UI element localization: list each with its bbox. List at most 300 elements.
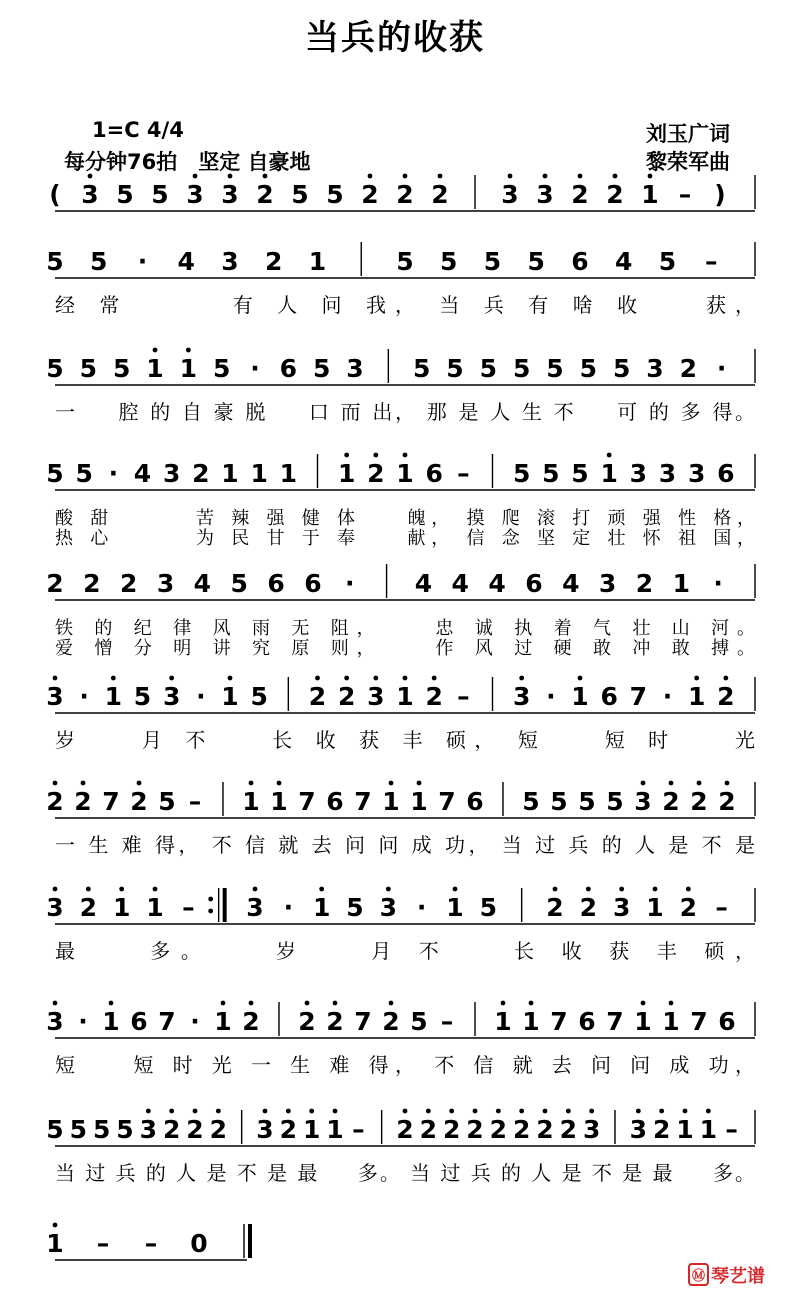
note: 1: [221, 459, 239, 488]
note: –: [725, 1115, 738, 1144]
note: 2: [512, 1115, 531, 1144]
octave-dot: [111, 676, 116, 681]
note: 6: [130, 1007, 148, 1036]
octave-dot: [228, 676, 233, 681]
note: 2: [265, 247, 283, 276]
note: 6: [571, 247, 589, 276]
note: 5: [446, 354, 464, 383]
note: 5: [440, 247, 458, 276]
note: 3: [156, 569, 175, 598]
score-title: 当兵的收获: [305, 18, 485, 58]
octave-dot: [253, 887, 258, 892]
note: 2: [186, 1115, 204, 1144]
octave-dot: [619, 887, 624, 892]
note: 5: [512, 459, 531, 488]
octave-dot: [53, 1223, 58, 1228]
octave-dot: [263, 174, 268, 179]
note: 3: [536, 180, 554, 209]
note: 3: [501, 180, 519, 209]
note: 1: [242, 787, 260, 816]
note: 2: [419, 1115, 438, 1144]
key-time-signature: 1=C 4/4: [92, 118, 184, 142]
octave-dot: [694, 676, 699, 681]
note: 5: [250, 682, 268, 711]
note: 5: [92, 1115, 111, 1144]
octave-dot: [636, 1109, 641, 1114]
note: 1: [250, 459, 268, 488]
note: 2: [382, 1007, 400, 1036]
note: 5: [571, 459, 589, 488]
note: 1: [699, 1115, 718, 1144]
lyric-line: 短 短 时 光 一 生 难 得， 不 信 就 去 问 问 成 功，: [55, 1053, 755, 1077]
note: 1: [302, 1115, 321, 1144]
octave-dot: [589, 1109, 594, 1114]
octave-dot: [153, 348, 158, 353]
note: 5: [116, 1115, 134, 1144]
lyric-line: 铁 的 纪 律 风 雨 无 阻， 忠 诚 执 着 气 壮 山 河。: [55, 618, 755, 639]
octave-dot: [669, 781, 674, 786]
note: 5: [46, 247, 64, 276]
note: 3: [646, 354, 664, 383]
lyric-line: 一 腔 的 自 豪 脱 口 而 出， 那 是 人 生 不 可 的 多 得。: [55, 400, 755, 424]
octave-dot: [543, 1109, 548, 1114]
note: 5: [578, 787, 596, 816]
octave-dot: [683, 1109, 688, 1114]
octave-dot: [53, 781, 58, 786]
note: 5: [312, 354, 331, 383]
octave-dot: [519, 1109, 524, 1114]
note: 2: [652, 1115, 671, 1144]
note: 2: [209, 1115, 228, 1144]
octave-dot: [368, 174, 373, 179]
note: 2: [635, 569, 654, 598]
note: 3: [582, 1115, 601, 1144]
octave-dot: [109, 1001, 114, 1006]
note: ·: [190, 1007, 200, 1036]
octave-dot: [373, 453, 378, 458]
note: –: [188, 787, 202, 816]
note: 2: [46, 787, 64, 816]
octave-dot: [706, 1109, 711, 1114]
lyric-line: 热 心 为 民 甘 于 奉 献， 信 念 坚 定 壮 怀 祖 国，: [55, 528, 755, 549]
note: 6: [525, 569, 543, 598]
note: ·: [716, 354, 727, 383]
note: 2: [119, 569, 138, 598]
octave-dot: [88, 174, 93, 179]
note: 1: [146, 893, 164, 922]
note: 5: [291, 180, 309, 209]
note: 7: [438, 787, 456, 816]
logo-icon: Ⓜ: [688, 1263, 709, 1286]
composer-credit: 黎荣军曲: [646, 150, 730, 174]
note: 5: [75, 459, 93, 488]
note: ·: [196, 682, 206, 711]
lyric-line: 爱 憎 分 明 讲 究 原 则， 作 风 过 硬 敢 冲 敢 搏。: [55, 638, 755, 659]
octave-dot: [86, 887, 91, 892]
octave-dot: [697, 781, 702, 786]
note: 3: [46, 1007, 64, 1036]
note: 1: [522, 1007, 540, 1036]
note: 3: [81, 180, 99, 209]
octave-dot: [403, 174, 408, 179]
repeat-dot: [208, 909, 213, 914]
note: 3: [687, 459, 706, 488]
octave-dot: [613, 174, 618, 179]
octave-dot: [53, 676, 58, 681]
note: 5: [550, 787, 568, 816]
note: 2: [46, 569, 64, 598]
note: 6: [304, 569, 322, 598]
lyricist-credit: 刘玉广词: [646, 122, 730, 146]
octave-dot: [169, 676, 174, 681]
lyric-line: 酸 甜 苦 辣 强 健 体 魄， 摸 爬 滚 打 顽 强 性 格，: [55, 508, 755, 529]
octave-dot: [153, 887, 158, 892]
note: 1: [571, 682, 589, 711]
note: 5: [606, 787, 624, 816]
repeat-dot: [208, 897, 213, 902]
note: 1: [279, 459, 298, 488]
octave-dot: [344, 676, 349, 681]
note: 5: [479, 893, 498, 922]
note: 7: [629, 682, 648, 711]
note: 5: [346, 893, 364, 922]
note: 3: [246, 893, 264, 922]
octave-dot: [641, 1001, 646, 1006]
octave-dot: [277, 781, 282, 786]
note: 1: [104, 682, 123, 711]
note: 2: [662, 787, 680, 816]
note: 1: [221, 682, 239, 711]
note: 2: [442, 1115, 461, 1144]
note: –: [440, 1007, 454, 1036]
note: 5: [116, 180, 134, 209]
note: 5: [412, 354, 431, 383]
octave-dot: [725, 781, 730, 786]
octave-dot: [333, 1001, 338, 1006]
octave-dot: [286, 1109, 291, 1114]
note: 5: [212, 354, 231, 383]
note: 4: [615, 247, 633, 276]
octave-dot: [119, 887, 124, 892]
note: 5: [46, 1115, 64, 1144]
octave-dot: [578, 676, 583, 681]
octave-dot: [607, 453, 612, 458]
octave-dot: [263, 1109, 268, 1114]
octave-dot: [553, 887, 558, 892]
note: 2: [367, 459, 385, 488]
note: 2: [559, 1115, 578, 1144]
octave-dot: [221, 1001, 226, 1006]
octave-dot: [543, 174, 548, 179]
logo-text: 琴艺谱: [711, 1266, 766, 1287]
lyric-line: 当 过 兵 的 人 是 不 是 最 多。 当 过 兵 的 人 是 不 是 最 多。: [55, 1161, 755, 1185]
note: 3: [634, 787, 652, 816]
note: 3: [139, 1115, 158, 1144]
note: 0: [190, 1229, 208, 1258]
note: 3: [629, 1115, 648, 1144]
note: 5: [483, 247, 502, 276]
note: 2: [396, 1115, 414, 1144]
note: 5: [90, 247, 108, 276]
note: 2: [361, 180, 379, 209]
note: 2: [326, 1007, 344, 1036]
note: 2: [718, 787, 736, 816]
note: 2: [690, 787, 708, 816]
note: 1: [396, 682, 414, 711]
octave-dot: [449, 1109, 454, 1114]
octave-dot: [305, 1001, 310, 1006]
octave-dot: [309, 1109, 314, 1114]
note: 2: [256, 180, 274, 209]
octave-dot: [403, 453, 408, 458]
note: 1: [446, 893, 464, 922]
note: 6: [466, 787, 484, 816]
note: 1: [46, 1229, 64, 1258]
note: 7: [550, 1007, 568, 1036]
note: 5: [396, 247, 414, 276]
note: 4: [488, 569, 506, 598]
note: 5: [79, 354, 98, 383]
note: 1: [179, 354, 198, 383]
note: 1: [112, 893, 131, 922]
note: 1: [600, 459, 618, 488]
lyric-line: 岁 月 不 长 收 获 丰 硕， 短 短 时 光: [55, 728, 755, 752]
octave-dot: [137, 781, 142, 786]
octave-dot: [529, 1001, 534, 1006]
octave-dot: [578, 174, 583, 179]
octave-dot: [81, 781, 86, 786]
note: 2: [130, 787, 148, 816]
note: 4: [133, 459, 152, 488]
octave-dot: [386, 887, 391, 892]
octave-dot: [501, 1001, 506, 1006]
note: 3: [256, 1115, 274, 1144]
note: 7: [298, 787, 316, 816]
note: 3: [598, 569, 617, 598]
octave-dot: [653, 887, 658, 892]
note: –: [96, 1229, 110, 1258]
note: ·: [78, 1007, 88, 1036]
note: 3: [46, 893, 64, 922]
note: 6: [718, 1007, 736, 1036]
note: 3: [379, 893, 398, 922]
note: 7: [102, 787, 120, 816]
octave-dot: [319, 887, 324, 892]
note: 5: [658, 247, 677, 276]
note: ): [714, 180, 726, 209]
note: 1: [646, 893, 664, 922]
note: 7: [354, 787, 372, 816]
octave-dot: [333, 1109, 338, 1114]
note: 7: [606, 1007, 624, 1036]
octave-dot: [249, 781, 254, 786]
note: 2: [242, 1007, 260, 1036]
octave-dot: [228, 174, 233, 179]
note: 2: [546, 893, 564, 922]
note: 2: [536, 1115, 554, 1144]
note: 7: [158, 1007, 176, 1036]
octave-dot: [193, 1109, 198, 1114]
note: 2: [489, 1115, 508, 1144]
note: 3: [612, 893, 631, 922]
note: 1: [102, 1007, 120, 1036]
octave-dot: [186, 348, 191, 353]
note: 1: [214, 1007, 232, 1036]
note: 2: [425, 682, 443, 711]
lyric-line: 经 常 有 人 问 我， 当 兵 有 啥 收 获，: [55, 293, 755, 317]
octave-dot: [389, 781, 394, 786]
note: 2: [308, 682, 327, 711]
note: 6: [326, 787, 344, 816]
note: 4: [177, 247, 195, 276]
note: ·: [79, 682, 89, 711]
lyric-line: 最 多。 岁 月 不 长 收 获 丰 硕，: [55, 939, 755, 963]
octave-dot: [193, 174, 198, 179]
note: ·: [713, 569, 723, 598]
note: ·: [662, 682, 673, 711]
watermark-logo: [688, 1262, 765, 1288]
octave-dot: [146, 1109, 151, 1114]
note: 1: [494, 1007, 512, 1036]
note: 5: [522, 787, 540, 816]
note: –: [705, 247, 718, 276]
octave-dot: [53, 1001, 58, 1006]
tempo-marking: 每分钟76拍 坚定 自豪地: [64, 150, 311, 174]
note: 5: [46, 459, 64, 488]
note: 6: [267, 569, 285, 598]
octave-dot: [389, 1001, 394, 1006]
note: 1: [270, 787, 288, 816]
octave-dot: [432, 676, 437, 681]
octave-dot: [216, 1109, 221, 1114]
note: 5: [69, 1115, 88, 1144]
note: 1: [337, 459, 356, 488]
note: 3: [367, 682, 385, 711]
note: 7: [354, 1007, 372, 1036]
note: 2: [162, 1115, 181, 1144]
note: 2: [679, 354, 698, 383]
note: 1: [396, 459, 414, 488]
note: 2: [679, 893, 698, 922]
note: –: [352, 1115, 365, 1144]
note: 2: [606, 180, 624, 209]
note: 5: [230, 569, 248, 598]
note: –: [457, 682, 470, 711]
note: 5: [151, 180, 169, 209]
note: 5: [112, 354, 131, 383]
octave-dot: [586, 887, 591, 892]
note: ·: [108, 459, 119, 488]
octave-dot: [641, 781, 646, 786]
octave-dot: [426, 1109, 431, 1114]
note: ·: [137, 247, 148, 276]
note: 7: [690, 1007, 708, 1036]
note: 3: [221, 247, 239, 276]
note: 2: [571, 180, 589, 209]
note: 5: [527, 247, 545, 276]
note: 1: [662, 1007, 680, 1036]
note: 2: [396, 180, 414, 209]
note: 4: [414, 569, 433, 598]
note: 2: [717, 682, 735, 711]
note: 3: [658, 459, 677, 488]
lyric-line: 一 生 难 得， 不 信 就 去 问 问 成 功， 当 过 兵 的 人 是 不 是: [55, 833, 755, 857]
octave-dot: [417, 781, 422, 786]
octave-dot: [373, 676, 378, 681]
note: 1: [634, 1007, 652, 1036]
note: 5: [512, 354, 531, 383]
note: 5: [612, 354, 631, 383]
note: 2: [279, 1115, 298, 1144]
octave-dot: [249, 1001, 254, 1006]
octave-dot: [53, 887, 58, 892]
octave-dot: [438, 174, 443, 179]
octave-dot: [519, 676, 524, 681]
note: 5: [133, 682, 152, 711]
note: 3: [46, 682, 64, 711]
note: 2: [579, 893, 598, 922]
note: 2: [431, 180, 449, 209]
octave-dot: [566, 1109, 571, 1114]
note: ·: [344, 569, 355, 598]
octave-dot: [669, 1001, 674, 1006]
note: 2: [298, 1007, 316, 1036]
note: 6: [600, 682, 618, 711]
note: 1: [687, 682, 706, 711]
note: 1: [641, 180, 659, 209]
note: 1: [410, 787, 428, 816]
note: (: [49, 180, 61, 209]
note: 1: [672, 569, 691, 598]
note: 5: [546, 354, 564, 383]
note: –: [715, 893, 728, 922]
note: 3: [162, 682, 181, 711]
note: 6: [717, 459, 735, 488]
note: 2: [466, 1115, 484, 1144]
note: 2: [83, 569, 101, 598]
note: 3: [346, 354, 364, 383]
note: 5: [326, 180, 344, 209]
note: 3: [629, 459, 648, 488]
octave-dot: [169, 1109, 174, 1114]
note: 4: [562, 569, 580, 598]
note: ·: [283, 893, 294, 922]
note: 1: [312, 893, 331, 922]
note: ·: [546, 682, 556, 711]
note: 5: [542, 459, 560, 488]
octave-dot: [453, 887, 458, 892]
note: 1: [146, 354, 164, 383]
note: ·: [250, 354, 260, 383]
note: 2: [74, 787, 92, 816]
note: 2: [192, 459, 210, 488]
note: 3: [221, 180, 239, 209]
note: –: [678, 180, 692, 209]
note: 1: [676, 1115, 694, 1144]
note: 3: [162, 459, 181, 488]
octave-dot: [659, 1109, 664, 1114]
note: 3: [512, 682, 531, 711]
note: 5: [579, 354, 598, 383]
note: 5: [46, 354, 64, 383]
octave-dot: [403, 1109, 408, 1114]
octave-dot: [403, 676, 408, 681]
note: 1: [308, 247, 327, 276]
octave-dot: [686, 887, 691, 892]
note: 3: [186, 180, 204, 209]
note: 1: [326, 1115, 344, 1144]
note: –: [144, 1229, 158, 1258]
